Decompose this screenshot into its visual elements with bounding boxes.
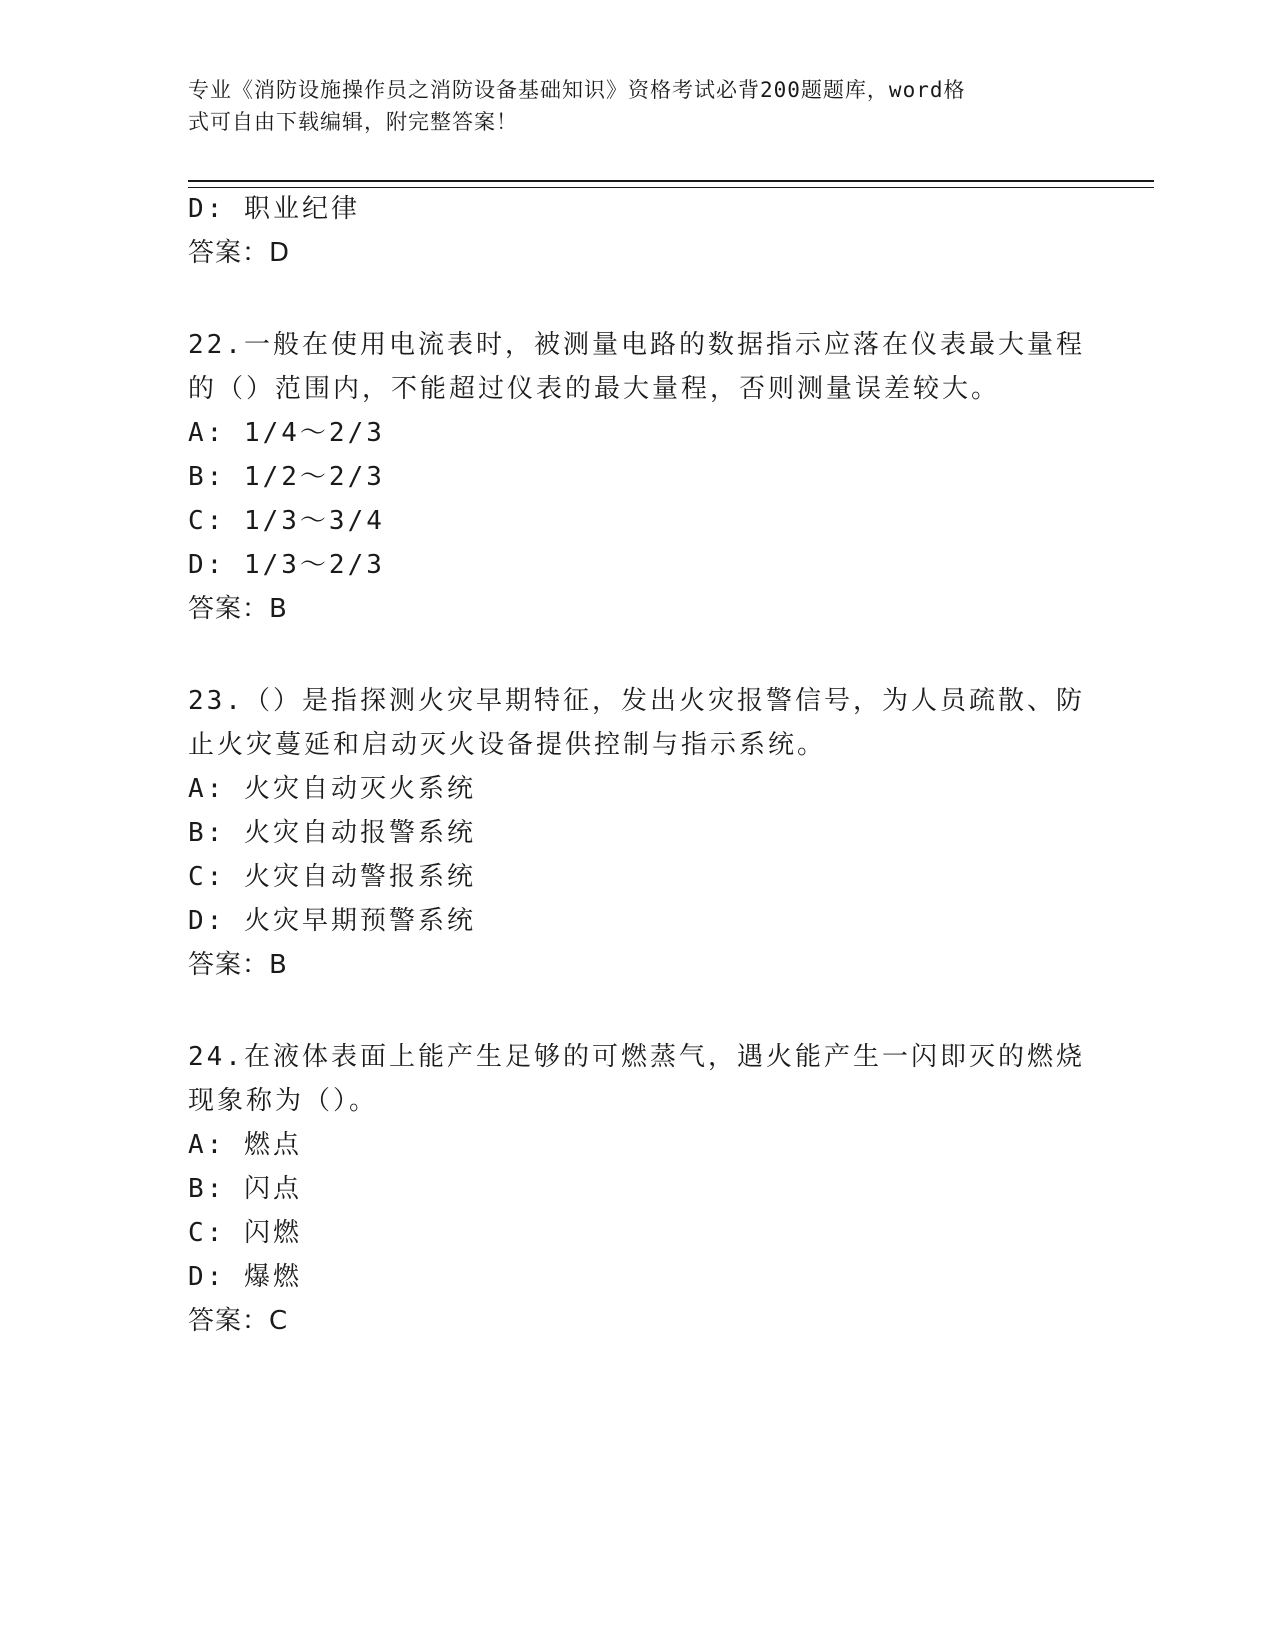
q24-option-c: C: 闪燃 — [188, 1218, 302, 1248]
header-line-1: 专业《消防设施操作员之消防设备基础知识》资格考试必背200题题库，word格 — [188, 78, 966, 102]
q23-answer: 答案：B — [188, 950, 288, 980]
prev-option-d: D: 职业纪律 — [188, 194, 360, 224]
q23-option-a: A: 火灾自动灭火系统 — [188, 774, 476, 804]
q24-option-b: B: 闪点 — [188, 1174, 302, 1204]
q22-stem-line-1: 22.一般在使用电流表时，被测量电路的数据指示应落在仪表最大量程 — [188, 330, 1085, 360]
q24-stem-line-2: 现象称为（）。 — [188, 1086, 379, 1116]
q22-option-d: D: 1/3～2/3 — [188, 550, 385, 580]
q24-option-d: D: 爆燃 — [188, 1262, 302, 1292]
q23-option-b: B: 火灾自动报警系统 — [188, 818, 476, 848]
header-divider — [188, 180, 1154, 188]
q23-stem-line-2: 止火灾蔓延和启动灭火设备提供控制与指示系统。 — [188, 730, 827, 760]
prev-answer: 答案：D — [188, 238, 291, 268]
q23-option-c: C: 火灾自动警报系统 — [188, 862, 476, 892]
q22-option-a: A: 1/4～2/3 — [188, 418, 385, 448]
q22-option-c: C: 1/3～3/4 — [188, 506, 385, 536]
q23-option-d: D: 火灾早期预警系统 — [188, 906, 476, 936]
q24-answer: 答案：C — [188, 1306, 289, 1336]
page-header — [188, 74, 1088, 138]
q22-option-b: B: 1/2～2/3 — [188, 462, 385, 492]
q22-stem-line-2: 的（）范围内，不能超过仪表的最大量程，否则测量误差较大。 — [188, 374, 1001, 404]
q23-stem-line-1: 23.（）是指探测火灾早期特征，发出火灾报警信号，为人员疏散、防 — [188, 686, 1085, 716]
q22-answer: 答案：B — [188, 594, 288, 624]
q24-stem-line-1: 24.在液体表面上能产生足够的可燃蒸气，遇火能产生一闪即灭的燃烧 — [188, 1042, 1085, 1072]
header-line-2: 式可自由下载编辑，附完整答案！ — [188, 110, 518, 134]
q24-option-a: A: 燃点 — [188, 1130, 302, 1160]
